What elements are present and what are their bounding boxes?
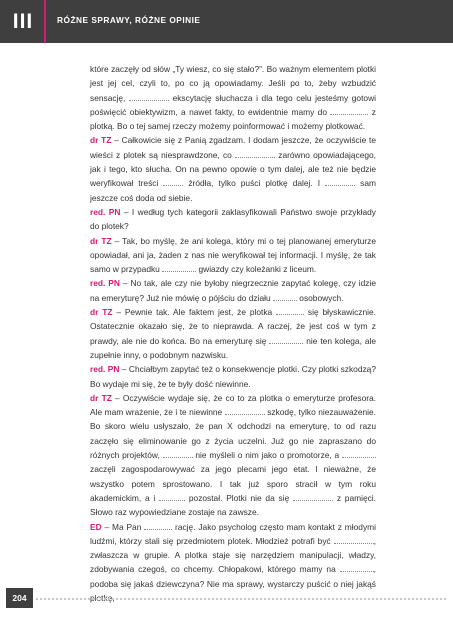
blank-field[interactable]	[144, 521, 172, 530]
paragraph: dr TZ – Tak, bo myślę, że ani kolega, który mi o tej planowanej emeryturze opowiadał, ani ja, żaden z nas nie weryfikował tej informacji. I myślę, że tak samo w przypadku gwiazdy czy koleżanki z liceum.	[90, 235, 376, 275]
blank-field[interactable]	[162, 263, 196, 272]
chapter-separator	[44, 0, 46, 43]
chapter-number: III	[12, 10, 34, 33]
paragraph: dr TZ – Oczywiście wydaje się, że co to za plotka o emeryturze profesora. Ale mam wrażenie, że i te niewinne szkodę, tylko niezauważenie. Bo skoro wielu usłyszało, że pan X odchodzi na emeryturę, to od razu zaczęło się eliminowanie go z życia uczelni. Już go nie zapraszano do różnych projektów, nie myśleli o nim jako o promotorze, a zaczęli zagospodarowywać za jego plecami jego etat. I nieważne, że wszystko potem sprostowano. I tak już sporo stracił w tym roku akademickim, a i pozostał. Plotki nie da się z pamięci. Słowo raz wypowiedziane zostaje na zawsze.	[90, 392, 376, 518]
speaker-label: dr TZ	[90, 135, 112, 146]
blank-field[interactable]	[334, 535, 374, 544]
blank-field[interactable]	[276, 306, 304, 315]
blank-field[interactable]	[273, 292, 297, 301]
paragraph: red. PN – No tak, ale czy nie byłoby niegrzecznie zapytać kolegę, czy idzie na emeryturę? Już nie mówię o pójściu do działu osobowych.	[90, 278, 376, 303]
paragraph: red. PN – I według tych kategorii zaklasyfikowali Państwo swoje przykłady do plotek?	[90, 206, 376, 232]
blank-field[interactable]	[129, 92, 169, 101]
blank-field[interactable]	[163, 449, 193, 458]
blank-field[interactable]	[342, 449, 376, 458]
speaker-label: dr TZ	[90, 235, 112, 246]
footer-dotted-rule	[36, 598, 446, 600]
blank-field[interactable]	[330, 106, 368, 115]
speaker-label: red. PN	[90, 364, 120, 375]
chapter-title: RÓŻNE SPRAWY, RÓŻNE OPINIE	[57, 15, 201, 25]
article-body	[90, 62, 376, 605]
speaker-label: red. PN	[90, 206, 121, 217]
paragraph: red. PN – Chciałbym zapytać też o konsekwencje plotki. Czy plotki szkodzą? Bo wydaje mi się, że te były dość niewinne.	[90, 364, 376, 389]
paragraph: ED – Ma Pan rację. Jako psycholog często mam kontakt z młodymi ludźmi, którzy stali się przedmiotem plotek. Młodzież potrafi być , zwłaszcza w grupie. A plotka staje się narzędziem manipulacji, władzy, zdobywania czegoś, co chcemy. Chłopakowi, którego mamy na , podoba się jakaś dziewczyna? Nie ma sprawy, wystarczy puścić o niej jakąś plotkę,	[90, 521, 376, 603]
blank-field[interactable]	[225, 406, 265, 415]
speaker-label: dr TZ	[90, 307, 113, 318]
blank-field[interactable]	[340, 563, 374, 572]
paragraph: dr TZ – Pewnie tak. Ale faktem jest, że plotka się błyskawicznie. Ostatecznie okazało się, że to nieprawda. A raczej, że jest coś w tym z prawdy, ale nie do końca. Bo na emeryturę się nie ten kolega, ale zupełnie inny, o podobnym nazwisku.	[90, 307, 377, 360]
blank-field[interactable]	[269, 335, 303, 344]
blank-field[interactable]	[235, 149, 275, 158]
speaker-label: dr TZ	[90, 392, 112, 403]
paragraph: dr TZ – Całkowicie się z Panią zgadzam. I dodam jeszcze, że oczywiście te wieści z plotek są niesprawdzone, co zarówno opowiadającego, jak i tego, kto słucha. On na pewno opowie o tym dalej, ale też nie będzie weryfikował treści źródła, tylko puści plotkę dalej. I sam jeszcze coś doda od siebie.	[90, 135, 376, 203]
blank-field[interactable]	[293, 492, 333, 501]
page-number: 204	[6, 588, 33, 608]
blank-field[interactable]	[159, 492, 185, 501]
chapter-header	[0, 0, 453, 43]
speaker-label: red. PN	[90, 278, 120, 289]
speaker-label: ED	[90, 521, 102, 532]
blank-field[interactable]	[325, 177, 355, 186]
blank-field[interactable]	[163, 177, 183, 186]
paragraph: które zaczęły od słów „Ty wiesz, co się stało?”. Bo ważnym elementem plotki jest jej cel, czyli to, po co ją opowiadamy. Jeśli po to, żeby wzbudzić sensację, ekscytację słuchacza i dla tego celu jesteśmy gotowi poświęcić obiektywizm, a nawet fakty, to ewidentnie mamy do z plotką. Bo o tej samej rzeczy możemy poinformować i możemy plotkować.	[90, 64, 376, 132]
